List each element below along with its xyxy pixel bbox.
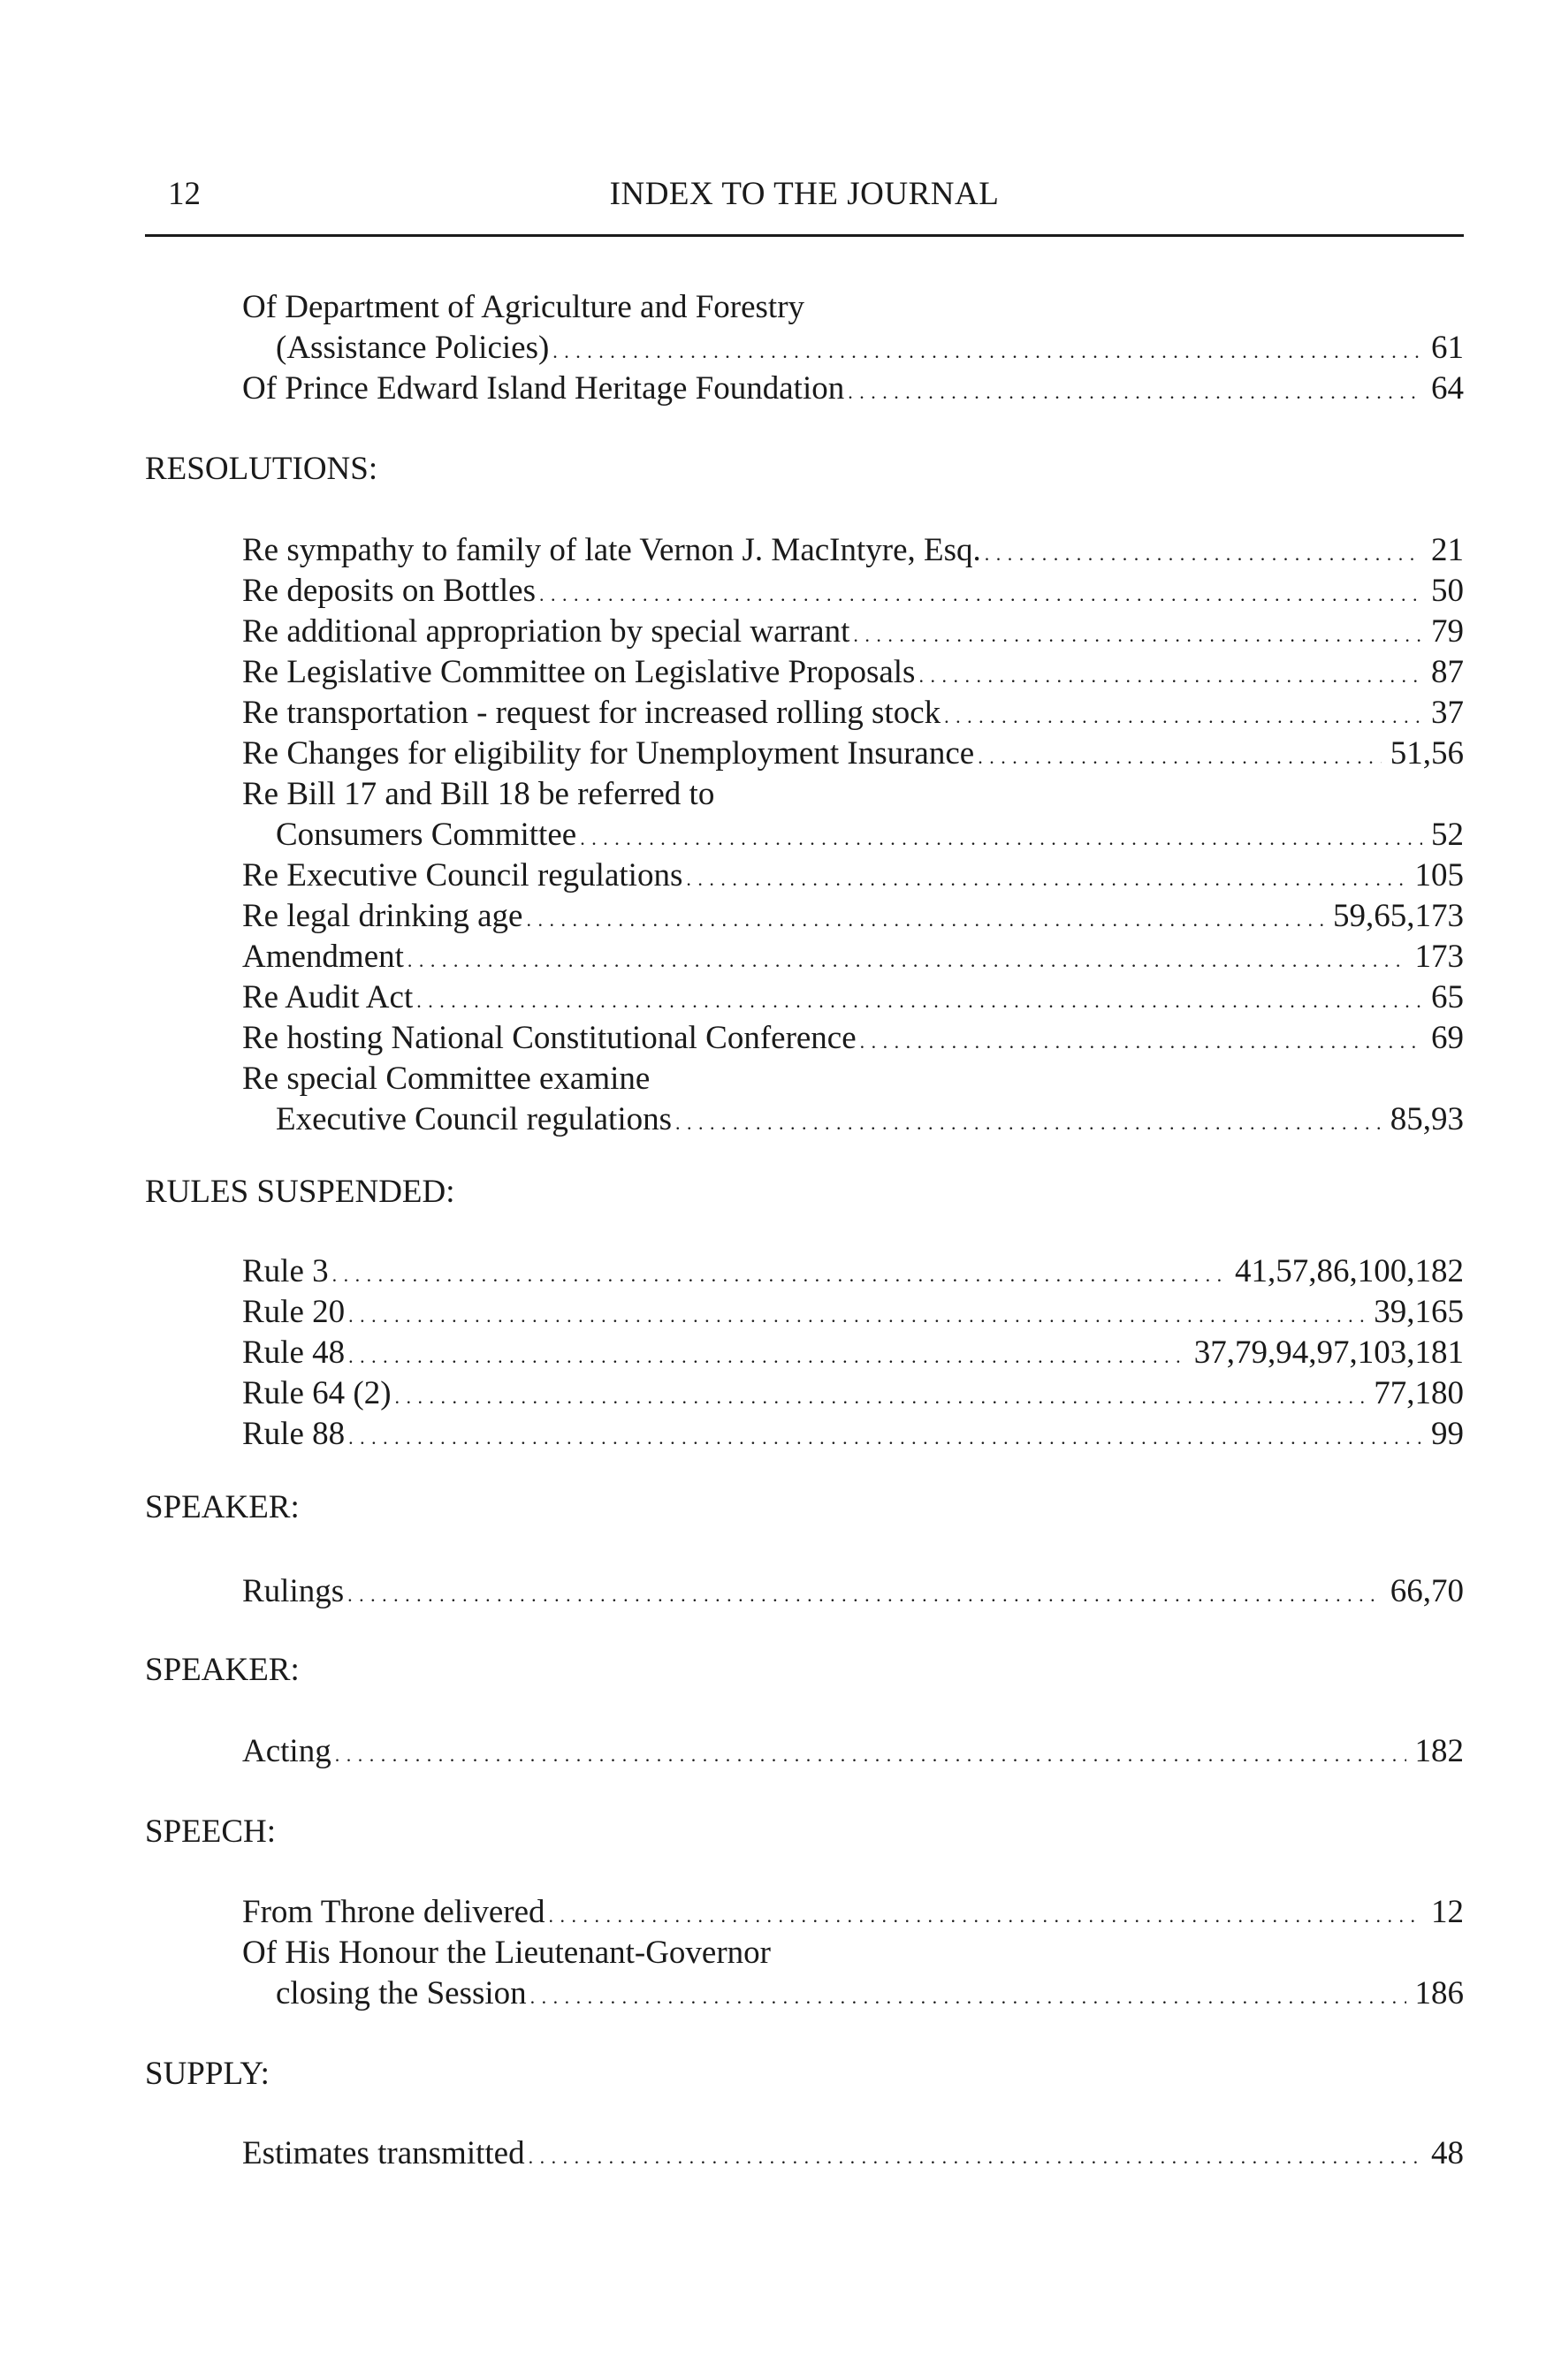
entry-pages: 52: [1431, 817, 1464, 853]
entry-text: Re sympathy to family of late Vernon J. MacIntyre, Esq.: [242, 532, 981, 568]
index-entry: [242, 530, 1464, 571]
dot-leader: [853, 612, 1422, 656]
entry-text: Re hosting National Constitutional Conference: [242, 1020, 857, 1056]
dot-leader: [348, 1414, 1422, 1458]
entry-pages: 85,93: [1390, 1101, 1464, 1137]
dot-leader: [944, 693, 1422, 737]
entry-pages: 41,57,86,100,182: [1235, 1253, 1464, 1289]
entry-pages: 48: [1431, 2135, 1464, 2171]
index-entry: [276, 1099, 1464, 1140]
entry-pages: 87: [1431, 654, 1464, 690]
entry-pages: 69: [1431, 1020, 1464, 1056]
dot-leader: [407, 937, 1406, 981]
index-entry: [242, 855, 1464, 896]
entry-pages: 12: [1431, 1894, 1464, 1930]
entry-pages: 50: [1431, 573, 1464, 609]
entry-text: (Assistance Policies): [276, 330, 550, 366]
section-heading-speaker: SPEAKER:: [145, 1489, 300, 1525]
index-entry: [242, 977, 1464, 1018]
dot-leader: [860, 1018, 1422, 1062]
dot-leader: [580, 815, 1422, 859]
dot-leader: [395, 1373, 1366, 1418]
index-entry: [242, 1373, 1464, 1414]
entry-pages: 105: [1414, 857, 1464, 893]
entry-text: Re Changes for eligibility for Unemployment Insurance: [242, 735, 975, 772]
entry-text: Executive Council regulations: [276, 1101, 672, 1137]
section-heading-supply: SUPPLY:: [145, 2056, 270, 2092]
entry-text: Estimates transmitted: [242, 2135, 525, 2171]
index-entry: [242, 612, 1464, 652]
entry-text: closing the Session: [276, 1975, 527, 2011]
entry-pages: 99: [1431, 1416, 1464, 1452]
entry-text: Re deposits on Bottles: [242, 573, 536, 609]
entry-text: Rule 20: [242, 1294, 346, 1330]
dot-leader: [675, 1099, 1382, 1144]
entry-pages: 77,180: [1374, 1375, 1464, 1411]
entry-text: Rule 88: [242, 1416, 346, 1452]
entry-pages: 51,56: [1390, 735, 1464, 772]
dot-leader: [549, 1892, 1422, 1936]
index-entry: [276, 815, 1464, 855]
entry-pages: 182: [1414, 1733, 1464, 1769]
entry-pages: 66,70: [1390, 1573, 1464, 1609]
index-entry: [242, 2133, 1464, 2174]
index-entry-line1: Re Bill 17 and Bill 18 be referred to: [242, 776, 715, 812]
dot-leader: [526, 896, 1324, 940]
index-entry: [242, 1571, 1464, 1612]
index-entry-line1: Re special Committee examine: [242, 1061, 651, 1097]
section-heading-speech: SPEECH:: [145, 1814, 277, 1850]
entry-pages: 186: [1414, 1975, 1464, 2011]
dot-leader: [348, 1292, 1365, 1336]
entry-pages: 59,65,173: [1333, 898, 1464, 934]
index-entry-line1: Of Department of Agriculture and Forestry: [242, 289, 805, 325]
index-entry: [242, 1414, 1464, 1455]
dot-leader: [848, 369, 1422, 413]
entry-pages: 79: [1431, 613, 1464, 650]
entry-text: Amendment: [242, 939, 404, 975]
entry-pages: 173: [1414, 939, 1464, 975]
page-number: 12: [168, 176, 201, 212]
dot-leader: [530, 1973, 1406, 2018]
index-entry: [242, 937, 1464, 977]
dot-leader: [335, 1731, 1406, 1775]
entry-pages: 64: [1431, 370, 1464, 407]
entry-pages: 65: [1431, 979, 1464, 1015]
entry-text: Rule 64 (2): [242, 1375, 392, 1411]
entry-text: Rule 48: [242, 1334, 346, 1371]
entry-pages: 21: [1431, 532, 1464, 568]
index-entry: [242, 896, 1464, 937]
entry-text: Rule 3: [242, 1253, 329, 1289]
entry-pages: 37: [1431, 695, 1464, 731]
index-entry: [242, 571, 1464, 612]
dot-leader: [332, 1251, 1226, 1296]
section-heading-resolutions: RESOLUTIONS:: [145, 451, 378, 487]
index-entry: [276, 328, 1464, 369]
index-entry: [242, 1892, 1464, 1933]
dot-leader: [918, 652, 1422, 696]
entry-text: Re transportation - request for increased rolling stock: [242, 695, 941, 731]
index-entry-line1: Of His Honour the Lieutenant-Governor: [242, 1935, 771, 1971]
index-entry: [242, 1018, 1464, 1059]
section-heading-speaker: SPEAKER:: [145, 1652, 300, 1688]
dot-leader: [416, 977, 1422, 1022]
dot-leader: [347, 1571, 1382, 1616]
entry-text: Re Executive Council regulations: [242, 857, 683, 893]
dot-leader: [539, 571, 1422, 615]
dot-leader: [985, 530, 1422, 574]
running-title: INDEX TO THE JOURNAL: [609, 176, 1000, 212]
index-entry: [242, 734, 1464, 774]
dot-leader: [978, 734, 1382, 778]
entry-pages: 37,79,94,97,103,181: [1193, 1334, 1464, 1371]
entry-text: Rulings: [242, 1573, 345, 1609]
entry-text: Re legal drinking age: [242, 898, 523, 934]
index-entry: [242, 369, 1464, 409]
index-content: [145, 0, 1464, 2380]
entry-text: Re Audit Act: [242, 979, 414, 1015]
dot-leader: [529, 2133, 1422, 2178]
entry-text: Consumers Committee: [276, 817, 577, 853]
index-entry: [242, 652, 1464, 693]
index-entry: [242, 1292, 1464, 1333]
section-heading-rules-suspended: RULES SUSPENDED:: [145, 1174, 455, 1210]
dot-leader: [686, 855, 1405, 900]
index-entry: [276, 1973, 1464, 2014]
entry-pages: 61: [1431, 330, 1464, 366]
dot-leader: [348, 1333, 1185, 1377]
index-entry: [242, 693, 1464, 734]
index-entry: [242, 1333, 1464, 1373]
entry-text: Of Prince Edward Island Heritage Foundation: [242, 370, 845, 407]
entry-pages: 39,165: [1374, 1294, 1464, 1330]
dot-leader: [552, 328, 1422, 372]
entry-text: Acting: [242, 1733, 331, 1769]
entry-text: From Throne delivered: [242, 1894, 545, 1930]
index-entry: [242, 1251, 1464, 1292]
entry-text: Re additional appropriation by special warrant: [242, 613, 850, 650]
index-entry: [242, 1731, 1464, 1772]
entry-text: Re Legislative Committee on Legislative Proposals: [242, 654, 916, 690]
